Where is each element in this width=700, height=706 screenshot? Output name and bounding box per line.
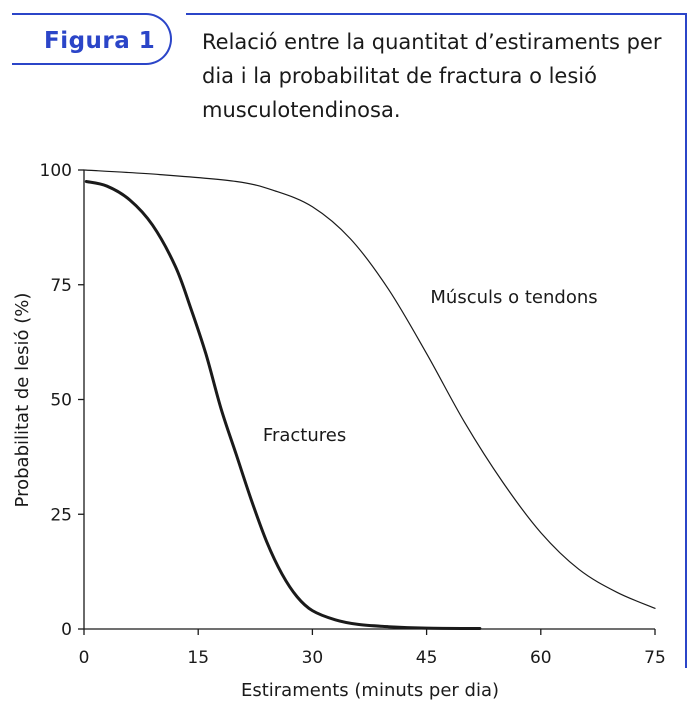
figure-label: Figura 1 (44, 28, 156, 54)
y-axis-label: Probabilitat de lesió (%) (12, 292, 33, 508)
x-tick-label: 45 (415, 648, 438, 668)
ticks (40, 161, 666, 668)
series-line-fractures (86, 181, 480, 628)
y-tick-label: 50 (50, 390, 72, 411)
y-tick-label: 25 (50, 505, 72, 526)
x-tick-label: 60 (529, 648, 552, 668)
x-tick-label: 15 (187, 648, 210, 668)
series-label-musculs-o-tendons: Músculs o tendons (430, 287, 598, 309)
series-layer (84, 170, 655, 629)
series-line-musculs-o-tendons (84, 170, 655, 608)
figure-caption: Relació entre la quantitat d’estiraments per dia i la probabilitat de fractura o lesió musculotendinosa. (202, 30, 662, 122)
x-tick-label: 30 (301, 648, 324, 668)
series-label-fractures: Fractures (262, 424, 347, 446)
x-axis-label: Estiraments (minuts per dia) (240, 680, 500, 701)
y-tick-label: 0 (61, 620, 72, 640)
axes (84, 170, 655, 629)
y-tick-label: 75 (50, 275, 72, 296)
x-tick-label: 75 (644, 648, 666, 668)
x-tick-label: 0 (78, 648, 90, 668)
y-tick-label: 100 (39, 161, 72, 181)
